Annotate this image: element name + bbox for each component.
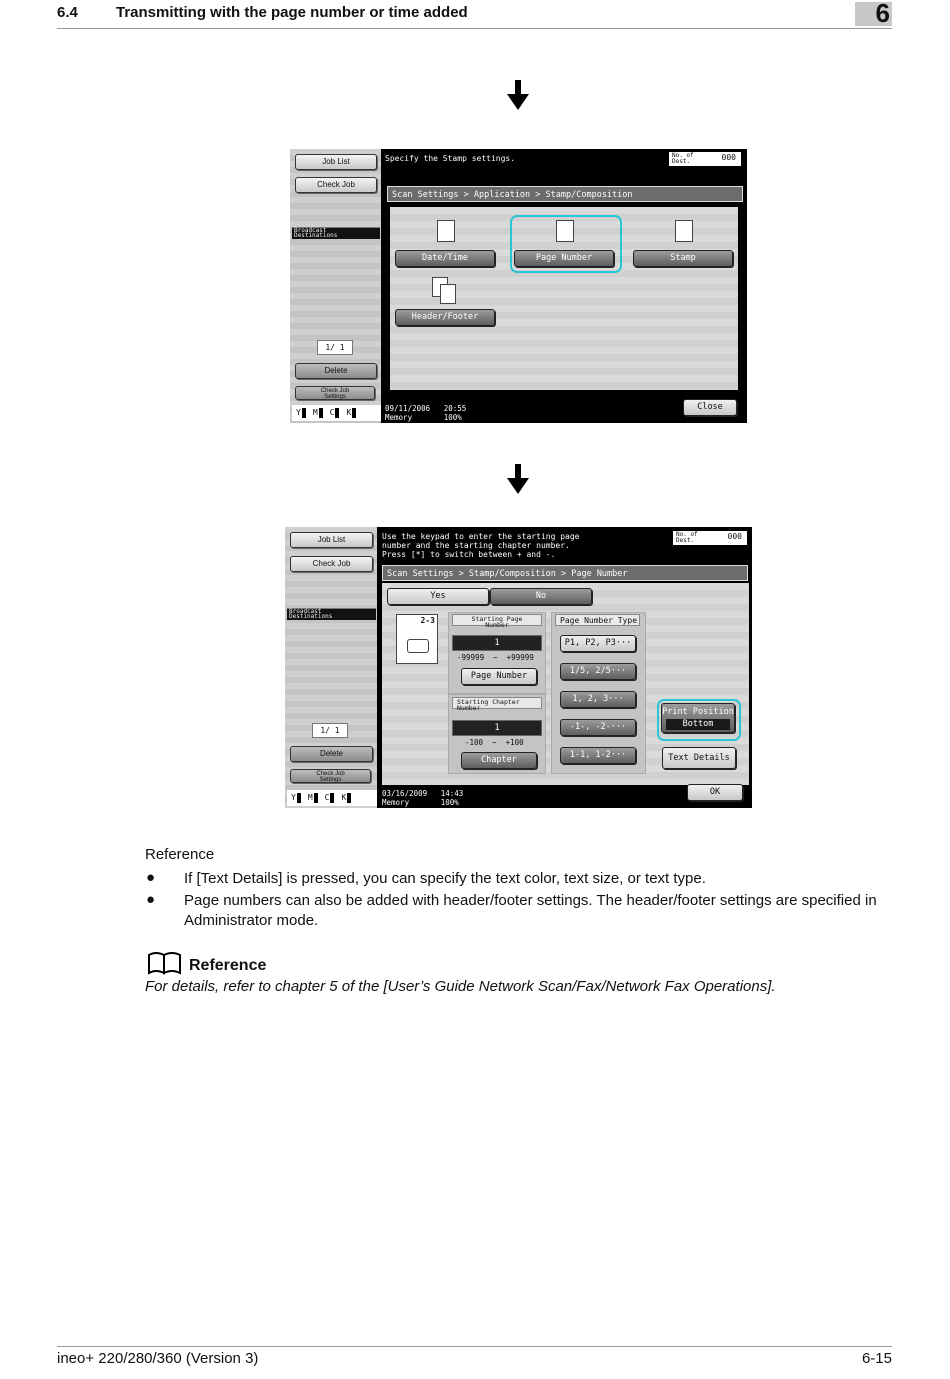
book-icon [147, 951, 182, 975]
instruction-message: Specify the Stamp settings. [385, 154, 516, 163]
reference-heading: Reference [145, 846, 215, 863]
preview-page [396, 614, 438, 664]
chapter-button[interactable]: Chapter [461, 752, 537, 769]
reference-box-text: For details, refer to chapter 5 of the [User’s Guide Network Scan/Fax/Network Fax Operations]. [145, 978, 776, 995]
starting-page-label: Starting Page Number [452, 614, 542, 626]
chapter-range: -100 ~ +100 [465, 738, 524, 747]
ok-button[interactable]: OK [687, 784, 743, 801]
job-list-button[interactable]: Job List [295, 154, 377, 170]
section-title: Transmitting with the page number or time added [116, 4, 468, 21]
down-arrow-icon [507, 80, 529, 110]
header-footer-button[interactable]: Header/Footer [395, 309, 495, 326]
starting-chapter-label: Starting Chapter Number [452, 697, 542, 709]
no-button[interactable]: No [490, 588, 592, 605]
header-footer-icon-back [440, 284, 456, 304]
chapter-tab [855, 2, 892, 26]
destination-count: No. of Dest. 000 [673, 531, 747, 545]
page-number-button[interactable]: Page Number [461, 668, 537, 685]
stamp-settings-screen [290, 149, 747, 423]
bullet-marker: ● [146, 891, 156, 908]
toner-black: K [341, 790, 351, 806]
delete-button[interactable]: Delete [295, 363, 377, 379]
close-button[interactable]: Close [683, 399, 737, 416]
toner-yellow: Y [296, 405, 306, 421]
toner-levels [292, 405, 381, 421]
stamp-button[interactable]: Stamp [633, 250, 733, 267]
job-list-button[interactable]: Job List [290, 532, 373, 548]
print-position-button[interactable] [661, 703, 735, 733]
stamp-icon [675, 220, 693, 242]
preview-label: 2-3 [420, 616, 435, 625]
toner-magenta: M [313, 405, 323, 421]
footer-page-number: 6-15 [861, 1350, 892, 1367]
starting-chapter-value[interactable]: 1 [452, 720, 542, 736]
section-number: 6.4 [57, 4, 78, 21]
page-number-settings-screen [285, 527, 752, 808]
starting-page-value[interactable]: 1 [452, 635, 542, 651]
instruction-message: Use the keypad to enter the starting page number and the starting chapter number. Press [*] to switch between + and -. [382, 532, 580, 559]
toner-levels [287, 790, 377, 806]
text-details-button[interactable]: Text Details [662, 747, 736, 769]
toner-black: K [346, 405, 356, 421]
reference-box-title: Reference [189, 957, 267, 974]
chapter-number: 6 [875, 0, 890, 28]
page-number-button[interactable]: Page Number [514, 250, 614, 267]
page-number-type-title: Page Number Type [555, 614, 640, 626]
footer-product: ineo+ 220/280/360 (Version 3) [57, 1350, 259, 1367]
type-option-button[interactable]: P1, P2, P3··· [560, 635, 636, 652]
type-option-button[interactable]: 1-1, 1-2··· [560, 747, 636, 764]
check-job-button[interactable]: Check Job [290, 556, 373, 572]
date-time-button[interactable]: Date/Time [395, 250, 495, 267]
check-job-button[interactable]: Check Job [295, 177, 377, 193]
status-bar: 09/11/2006 20:55 Memory 100% [385, 404, 467, 422]
page-counter: 1/ 1 [312, 723, 348, 738]
type-option-button[interactable]: -1-, -2-··· [560, 719, 636, 736]
print-position-label: Print Position [662, 707, 734, 717]
footer-rule [57, 1346, 892, 1347]
breadcrumb: Scan Settings > Application > Stamp/Composition [387, 186, 743, 202]
page-range: -99999 ~ +99999 [457, 653, 534, 662]
stamp-icon [407, 639, 429, 653]
page-number-icon [556, 220, 574, 242]
destination-count: No. of Dest. 000 [669, 152, 741, 166]
status-bar: 03/16/2009 14:43 Memory 100% [382, 789, 464, 807]
delete-button[interactable]: Delete [290, 746, 373, 762]
type-option-button[interactable]: 1/5, 2/5··· [560, 663, 636, 680]
bullet-text: Page numbers can also be added with header/footer settings. The header/footer settings are specified in Administrator mode. [184, 892, 877, 929]
type-option-button[interactable]: 1, 2, 3··· [560, 691, 636, 708]
check-job-settings-button[interactable]: Check Job Settings [290, 769, 371, 783]
bullet-text: If [Text Details] is pressed, you can specify the text color, text size, or text type. [184, 870, 706, 887]
toner-yellow: Y [291, 790, 301, 806]
page-counter: 1/ 1 [317, 340, 353, 355]
check-job-settings-button[interactable]: Check Job Settings [295, 386, 375, 400]
bullet-marker: ● [146, 869, 156, 886]
print-position-value: Bottom [666, 719, 730, 730]
toner-cyan: C [330, 405, 340, 421]
header-rule [57, 28, 892, 29]
broadcast-destinations-label: Broadcast Destinations [287, 608, 376, 620]
toner-cyan: C [325, 790, 335, 806]
broadcast-destinations-label: Broadcast Destinations [292, 227, 380, 239]
yes-button[interactable]: Yes [387, 588, 489, 605]
toner-magenta: M [308, 790, 318, 806]
breadcrumb: Scan Settings > Stamp/Composition > Page Number [382, 565, 748, 581]
down-arrow-icon [507, 464, 529, 494]
date-time-icon [437, 220, 455, 242]
